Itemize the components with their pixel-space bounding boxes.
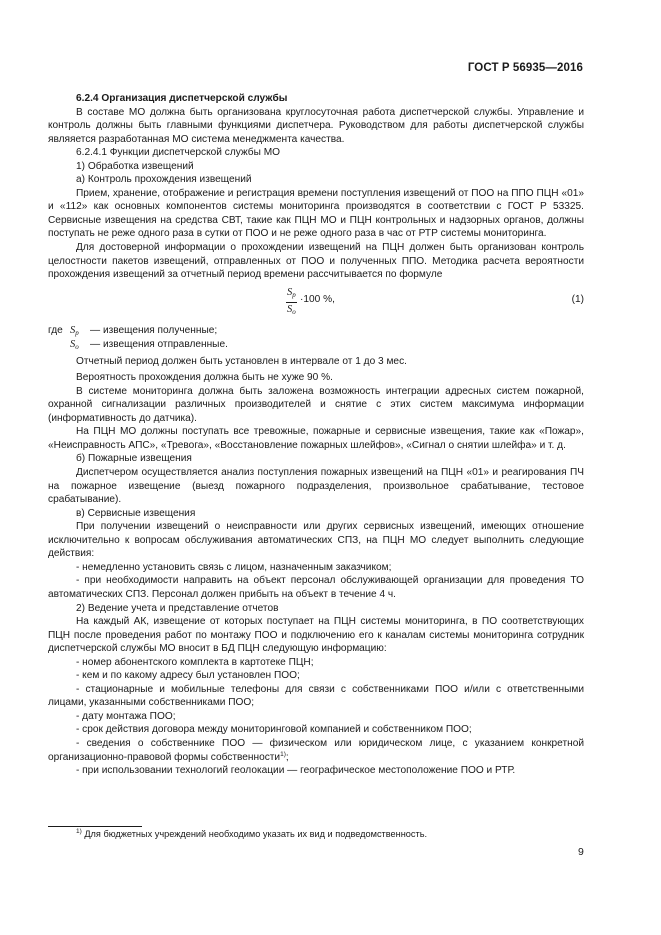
dash-item-tail: ; <box>285 751 289 763</box>
paragraph: Прием, хранение, отображение и регистрация времени поступления извещений от ПОО на ППО ПЦН «01» и «112» как основных компонентов системы мониторинга производятся в соответствии с ГОСТ Р 53325. Сервисные извещения на средства СВТ, такие как ПЦН МО и ПЦН контрольных и надзорных органов, должны поступать не реже одного раза в сутки от ПОО и не реже одного раза в час от РТР системы мониторинга. <box>48 187 584 240</box>
dash-item: - кем и по какому адресу был установлен ПОО; <box>76 670 300 682</box>
paragraph: При получении извещений о неисправности или других сервисных извещений, имеющих отношение исключительно к вопросам обслуживания автоматических СПЗ, на ПЦН МО следует выполнить следующие действия: <box>48 521 584 560</box>
fraction <box>286 287 297 318</box>
formula-number: (1) <box>571 293 584 305</box>
list-item: а) Контроль прохождения извещений <box>76 174 252 186</box>
dash-item: - стационарные и мобильные телефоны для связи с собственниками ПОО и/или с ответственными лицами, указанными собственниками ПОО; <box>48 683 584 709</box>
list-item: 1) Обработка извещений <box>76 160 194 172</box>
paragraph: В составе МО должна быть организована круглосуточная работа диспетчерской службы. Управление и контроль должны быть главными функциями диспетчера. Руководством для работы диспетчерской службы являяется разработанная МО система менеджмента качества. <box>48 106 584 145</box>
paragraph: Отчетный период должен быть установлен в интервале от 1 до 3 мес. <box>76 355 407 367</box>
paragraph: В системе мониторинга должна быть заложена возможность интеграции адресных систем пожарной, охранной сигнализации различных производителей и снятие с этих систем максимума информации (информативность до датчика). <box>48 385 584 424</box>
section-heading: 6.2.4 Организация диспетчерской службы <box>76 93 288 104</box>
fraction-numerator: $S_р$ <box>286 287 297 303</box>
where-row <box>48 324 584 338</box>
dash-item: - дату монтажа ПОО; <box>76 710 176 722</box>
where-symbol: $S_р$ <box>70 324 79 337</box>
where-symbol: $S_о$ <box>70 338 79 351</box>
dash-item: - немедленно установить связь с лицом, назначенным заказчиком; <box>76 561 392 573</box>
paragraph: Вероятность прохождения должна быть не хуже 90 %. <box>76 372 333 384</box>
dash-item: - номер абонентского комплекта в картотеке ПЦН; <box>76 656 314 668</box>
where-text: — извещения полученные; <box>90 324 218 336</box>
footnote-text: Для бюджетных учреждений необходимо указать их вид и подведомственность. <box>81 829 428 839</box>
paragraph: На каждый АК, извещение от которых поступает на ПЦН системы мониторинга, в ПО соответствующих ПЦН после проведения работ по монтажу ПОО и подключению его к каналам системы мониторинга сотрудник диспетчерской службы МО вносит в БД ПЦН следующую информацию: <box>48 616 584 655</box>
paragraph: Для достоверной информации о прохождении извещений на ПЦН должен быть организован контроль целостности пакетов извещений, отправленных от ПОО и полученных ППО. Методика расчета вероятности прохождения извещений за отчетный период времени рассчитывается по формуле <box>48 242 584 281</box>
page-content <box>48 92 584 778</box>
paragraph: Диспетчером осуществляется анализ поступления пожарных извещений на ПЦН «01» и реагирования ПЧ на пожарное извещение (выезд пожарного подразделения, произвольное срабатывание, тестовое срабатывание). <box>48 467 584 506</box>
formula-multiplier: ·100 %, <box>300 293 335 305</box>
dash-item <box>48 737 584 764</box>
where-text: — извещения отправленные. <box>90 338 228 350</box>
page-number: 9 <box>578 846 584 858</box>
list-item: б) Пожарные извещения <box>76 453 192 465</box>
subsection-heading: 6.2.4.1 Функции диспетчерской службы МО <box>76 147 280 159</box>
dash-item-text: - сведения о собственнике ПОО — физическом или юридическом лице, с указанием конкретной организационно-правовой формы собственности <box>48 737 584 763</box>
footnote <box>76 829 427 839</box>
dash-item: - при использовании технологий геолокации — географическое местоположение ПОО и РТР. <box>76 765 516 777</box>
list-item: в) Сервисные извещения <box>76 507 196 519</box>
fraction-denominator: $S_о$ <box>287 303 296 316</box>
where-word: где <box>48 324 63 336</box>
formula <box>48 282 584 324</box>
list-item: 2) Ведение учета и представление отчетов <box>76 602 279 614</box>
footnote-divider <box>48 826 142 827</box>
paragraph: На ПЦН МО должны поступать все тревожные, пожарные и сервисные извещения, такие как «Пожар», «Неисправность АПС», «Тревога», «Восстановление пожарных шлейфов», «Сигнал о снятии шлейфа» и т. д. <box>48 426 584 451</box>
footnote-mark: 1) <box>76 828 82 835</box>
dash-item: - срок действия договора между мониторинговой компанией и собственником ПОО; <box>76 724 472 736</box>
standard-header: ГОСТ Р 56935—2016 <box>467 62 583 74</box>
footnote-ref: 1) <box>280 750 286 758</box>
dash-item: - при необходимости направить на объект персонал обслуживающей организации для проведения ТО автоматических СПЗ. Персонал должен прибыть на объект в течение 4 ч. <box>48 575 584 600</box>
where-row <box>48 338 584 352</box>
